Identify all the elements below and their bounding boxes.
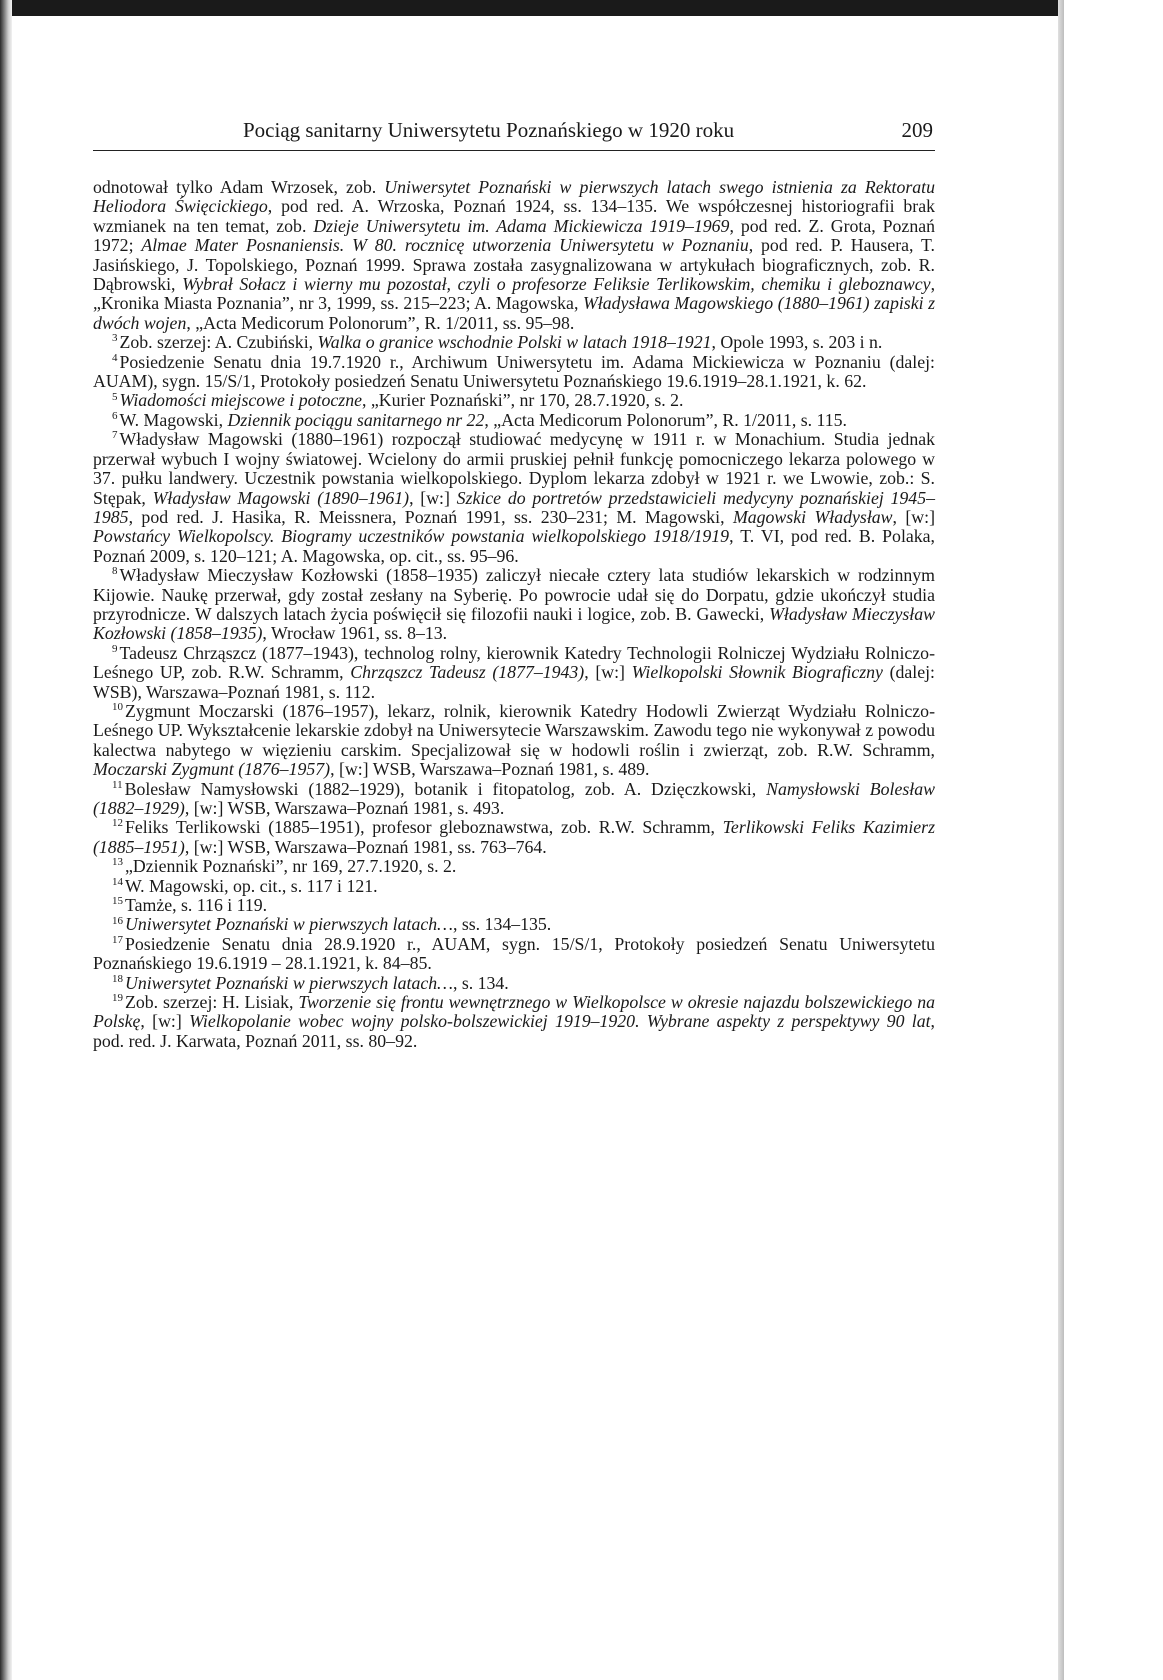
footnote-title: Magowski Władysław [732, 506, 893, 527]
footnote-title: Uniwersytet Poznański w pierwszych latach… [125, 914, 453, 935]
footnote-title: Wielkopolanie wobec wojny polsko-bolszewickiej 1919–1920. Wybrane aspekty z perspektywy 90 lat [189, 1011, 931, 1032]
footnote-text: Tamże, s. 116 i 119. [125, 895, 268, 916]
footnote-title: Dziennik pociągu sanitarnego nr 22 [227, 409, 485, 430]
footnote-title: Chrząszcz Tadeusz (1877–1943) [350, 662, 585, 683]
footnote-text: , pod red. J. Hasika, R. Meissnera, Poznań 1991, ss. 230–231; M. Magowski, [128, 506, 733, 527]
footnote-text: Posiedzenie Senatu dnia 28.9.1920 r., AUAM, sygn. 15/S/1, Protokoły posiedzeń Senatu Uniwersytetu Poznańskiego 19.6.1919 – 28.1.1921, k. 84–85. [93, 933, 935, 974]
footnote-17 [93, 935, 935, 974]
footnote-16 [93, 915, 935, 934]
footnote-text: , „Acta Medicorum Polonorum”, R. 1/2011, ss. 95–98. [186, 312, 575, 333]
running-title: Pociąg sanitarny Uniwersytetu Poznańskiego w 1920 roku [243, 118, 735, 142]
footnote-4 [93, 353, 935, 392]
footnote-12 [93, 818, 935, 857]
footnote-number: 13 [112, 856, 123, 869]
footnote-title: Władysław Mieczysław Kozłowski (1858–1935) [93, 603, 935, 644]
footnote-18 [93, 974, 935, 993]
footnote-title: Powstańcy Wielkopolscy. Biogramy uczestników powstania wielkopolskiego 1918/1919 [93, 526, 730, 547]
footnote-text: Zob. szerzej: H. Lisiak, [125, 992, 299, 1013]
footnote-text: , [w:] [584, 662, 632, 683]
footnote-7 [93, 430, 935, 566]
footnote-number: 19 [112, 992, 123, 1005]
scan-border-right [1058, 0, 1064, 1680]
footnote-3 [93, 333, 935, 352]
footnote-14 [93, 877, 935, 896]
footnote-text: Posiedzenie Senatu dnia 19.7.1920 r., Archiwum Uniwersytetu im. Adama Mickiewicza w Poznaniu (dalej: AUAM), sygn. 15/S/1, Protokoły posiedzeń Senatu Uniwersytetu Poznańskiego 19.6.1919–28.1.1921, k. 62. [93, 351, 935, 392]
footnote-text: , pod red. Z. Grota, Poznań 1972; [93, 215, 935, 256]
footnote-text: , „Acta Medicorum Polonorum”, R. 1/2011, s. 115. [484, 409, 848, 430]
footnote-number: 11 [112, 778, 123, 791]
footnote-title: Almae Mater Posnaniensis. W 80. rocznicę utworzenia Uniwersytetu w Poznaniu [141, 235, 749, 256]
footnote-13 [93, 857, 935, 876]
footnote-number: 14 [112, 875, 123, 888]
footnote-text: , T. VI, pod red. B. Polaka, Poznań 2009, s. 120–121; A. Magowska, op. cit., ss. 95–96. [93, 526, 936, 566]
footnote-9 [93, 644, 935, 702]
footnote-text: , pod red. A. Wrzoska, Poznań 1924, ss. 134–135. We współczesnej historiografii brak wzmianek na ten temat, zob. [93, 196, 936, 236]
footnote-title: Dzieje Uniwersytetu im. Adama Mickiewicza 1919–1969 [313, 215, 730, 236]
footnotes [93, 178, 935, 1051]
footnote-title: Terlikowski Feliks Kazimierz (1885–1951) [93, 817, 935, 857]
footnote-6 [93, 411, 935, 430]
page [93, 0, 935, 1680]
footnote-text: , Opole 1993, s. 203 i n. [711, 332, 883, 353]
footnote-title: Moczarski Zygmunt (1876–1957) [93, 759, 331, 780]
footnote-number: 18 [112, 972, 123, 985]
footnote-number: 6 [112, 409, 118, 422]
footnote-text: , s. 134. [452, 972, 509, 993]
footnote-title: Uniwersytet Poznański w pierwszych latach swego istnienia za Rektoratu Heliodora Święcickiego [93, 177, 935, 217]
footnote-text: , [w:] WSB, Warszawa–Poznań 1981, s. 493. [184, 798, 505, 818]
footnote-title: Szkice do portretów przedstawicieli medycyny poznańskiej 1945–1985 [93, 487, 935, 527]
footnote-text: W. Magowski, [119, 409, 228, 430]
footnote-text: , [w:] [892, 506, 936, 527]
footnote-15 [93, 896, 935, 915]
footnote-text: , [w:] [409, 487, 457, 508]
footnote-text: , [w:] WSB, Warszawa–Poznań 1981, s. 489. [330, 759, 650, 780]
footnote-title: Wielkopolski Słownik Biograficzny [631, 662, 883, 683]
footnote-text: , pod red. P. Hausera, T. Jasińskiego, J. Topolskiego, Poznań 1999. Sprawa została zasygnalizowana w artykułach biograficznych, zob. R. Dąbrowski, [93, 235, 935, 295]
footnote-text: , pod. red. J. Karwata, Poznań 2011, ss. 80–92. [93, 1011, 935, 1051]
footnote-10 [93, 702, 935, 780]
footnote-text: , „Kurier Poznański”, nr 170, 28.7.1920, s. 2. [361, 390, 684, 411]
footnote-text: Feliks Terlikowski (1885–1951), profesor gleboznawstwa, zob. R.W. Schramm, [125, 817, 723, 838]
footnote-title: Władysława Magowskiego (1880–1961) zapiski z dwóch wojen [93, 293, 935, 333]
footnote-text: , [w:] WSB, Warszawa–Poznań 1981, ss. 763–764. [184, 836, 547, 857]
footnote-5 [93, 391, 935, 410]
footnote-title: Tworzenie się frontu wewnętrznego w Wielkopolsce w okresie najazdu bolszewickiego na Polskę [93, 992, 935, 1032]
footnote-number: 12 [112, 817, 123, 830]
footnote-title: Wiadomości miejscowe i potoczne [119, 390, 362, 411]
footnote-text: , [w:] [140, 1011, 190, 1032]
footnote-text: , „Kronika Miasta Poznania”, nr 3, 1999, ss. 215–223; A. Magowska, [93, 274, 936, 314]
page-number: 209 [901, 118, 933, 142]
footnote-title: Wybrał Sołacz i wierny mu pozostał, czyli o profesorze Feliksie Terlikowskim, chemiku i gleboznawcy [182, 274, 931, 295]
footnote-text: W. Magowski, op. cit., s. 117 i 121. [125, 875, 378, 896]
footnote-19 [93, 993, 935, 1051]
footnote-text: Tadeusz Chrząszcz (1877–1943), technolog rolny, kierownik Katedry Technologii Rolniczej Wydziału Rolniczo-Leśnego UP, zob. R.W. Schramm, [93, 642, 935, 683]
footnote-number: 7 [112, 429, 118, 442]
footnote-text: Władysław Magowski (1880–1961) rozpoczął studiować medycynę w 1911 r. w Monachium. Studia jednak przerwał wybuch I wojny światowej. Wcielony do armii pruskiej pełnił funkcję pomocniczego lekarza polowego w 37. pułku landwery. Uczestnik powstania wielkopolskiego. Dyplom lekarza zdobył w 1921 r. we Lwowie, zob.: S. Stępak, [93, 429, 935, 508]
running-head [93, 114, 935, 151]
footnote-text: Zob. szerzej: A. Czubiński, [119, 332, 318, 353]
footnote-number: 9 [112, 642, 118, 655]
footnote-continued [93, 178, 935, 333]
footnote-11 [93, 780, 935, 819]
footnote-number: 5 [112, 390, 118, 403]
footnote-number: 4 [112, 351, 118, 364]
scan-border-left [0, 0, 12, 1680]
footnote-title: Uniwersytet Poznański w pierwszych latach… [125, 972, 453, 993]
footnote-title: Władysław Magowski (1890–1961) [152, 487, 410, 508]
footnote-text: odnotował tylko Adam Wrzosek, zob. [93, 177, 385, 197]
footnote-text: , Wrocław 1961, ss. 8–13. [262, 623, 448, 644]
footnote-number: 15 [112, 895, 123, 908]
footnote-text: Władysław Mieczysław Kozłowski (1858–1935) zaliczył niecałe cztery lata studiów lekarskich w rodzinnym Kijowie. Naukę przerwał, gdy został zesłany na Syberię. Po powrocie udał się do Dorpatu, gdzie ukończył studia przyrodnicze. W dalszych latach życia poświęcił się filozofii nauki i logice, zob. B. Gawecki, [93, 565, 935, 624]
footnote-number: 16 [112, 914, 123, 927]
footnote-number: 10 [112, 701, 123, 714]
footnote-title: Walka o granice wschodnie Polski w latach 1918–1921 [317, 332, 712, 353]
footnote-text: Bolesław Namysłowski (1882–1929), botanik i fitopatolog, zob. A. Dzięczkowski, [124, 778, 767, 799]
footnote-number: 8 [112, 565, 118, 578]
footnote-title: Namysłowski Bolesław (1882–1929) [93, 778, 935, 818]
footnote-number: 3 [112, 332, 118, 345]
footnote-text: Zygmunt Moczarski (1876–1957), lekarz, rolnik, kierownik Katedry Hodowli Zwierząt Wydziału Rolniczo-Leśnego UP. Wykształcenie lekarskie zdobył na Uniwersytecie Warszawskim. Zawodu tego nie wykonywał z powodu kalectwa nabytego w więzieniu carskim. Specjalizował się w hodowli roślin i zwierząt, zob. R.W. Schramm, [93, 700, 935, 760]
footnote-text: „Dziennik Poznański”, nr 169, 27.7.1920, s. 2. [125, 856, 457, 877]
footnote-number: 17 [112, 933, 123, 946]
footnote-8 [93, 566, 935, 644]
footnote-text: , ss. 134–135. [452, 914, 552, 935]
footnote-text: (dalej: WSB), Warszawa–Poznań 1981, s. 112. [93, 662, 935, 702]
